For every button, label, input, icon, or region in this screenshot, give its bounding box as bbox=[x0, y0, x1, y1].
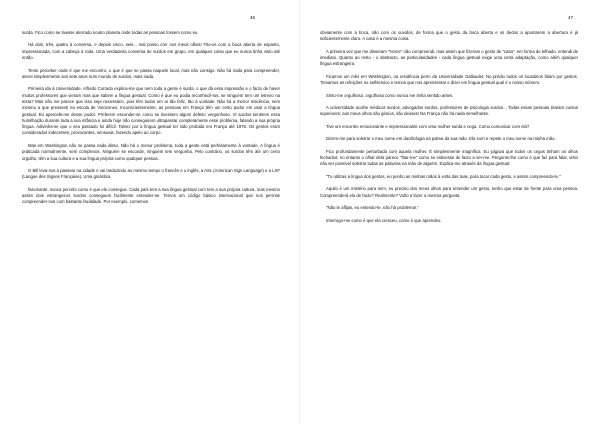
paragraph: A primeira vez que me disseram "Home" não compreendi, mas assim que fizeram o gesto de "casa", em forma de telhado, entendi de imediato. Quanto ao resto - o abstracto, as particularidades - cada língua gestual exige uma certa adaptação, como além qualquer língua estrangeira. bbox=[320, 48, 578, 67]
paragraph: Mas em Washington não se passa nada disso. Não há o menor problema, toda a gente está perfeitamente à vontade. A língua é praticada normalmente, sem complexos. Ninguém se esconde, ninguém tem vergonha. Pelo contrário, os surdos têm até um certo orgulho, têm a sua cultura e a sua língua própria como qualquer pessoa. bbox=[22, 142, 280, 161]
paragraph: Fico profundamente perturbada com aquela mulher. É simplesmente magnífica. Eu julgava que todos os cegos tinham os olhos fechados; no entanto o olhar dela parece "fitar-me" como se estivesse de facto a ver-me. Pergunto-lhe como é que faz para falar, visto não ser possível soletrar todas as palavras na mão de alguém. Explica-me através da língua gestual: bbox=[320, 148, 578, 167]
gutter-divider bbox=[299, 0, 300, 424]
paragraph: surda. Fico como se tivesse aterrado noutro planeta onde todas as pessoas fossem como eu. bbox=[22, 30, 199, 35]
paragraph: "Não te aflijas, eu entendo-te, não há problema!." bbox=[326, 205, 419, 211]
paragraph: Tento perceber onde é que me encontro, o que é que se passa naquele local, mas não consigo. Não há nada para compreender, aterei simplesmente aos sete anos num mundo de surdos, mais nada. bbox=[22, 67, 280, 79]
paragraph: Interrogo-me como é que ela cresceu, como é que aprendeu. bbox=[326, 217, 442, 223]
paragraph: obviamente com a boca, não com os ouvidos, de forma que o gesto da boca aberta e os dedos a apontarem a abertura é já suficientemente claro. A casa é a mesma coisa. bbox=[320, 30, 578, 42]
page-body bbox=[22, 30, 280, 212]
page-body bbox=[320, 30, 578, 230]
paragraph: Dizem-me para soletrar o meu nome em dactilologia na palma da sua mão. Ela sorri e repete o meu nome na minha mão. bbox=[326, 136, 556, 142]
paragraph: Há dois, três, quatro à conversa, e depois cinco, seis... mal posso crer nos meus olhos! Fito-os com a boca aberta de espanto, impressionada, com a cabeça à roda. Uma verdadeira conversa de surdos em grupo, em qualquer coisa que eu nunca tinha visto até então. bbox=[22, 42, 280, 61]
right-page bbox=[320, 0, 578, 424]
paragraph: fascinante; nunca percebi como é que ele consegue. Cada país tem a sua língua gestual com tem a sua própria cultura, mas mesmo assim dois estrangeiros surdos conseguem facilmente entender-se. Temos um código básico internacional que nos permite compreender-nos com bastante facilidade. Por exemplo, comemos bbox=[22, 186, 280, 205]
paragraph: Ficamos um mês em Washington, na residência perto da Universidade Gallaudet. No prédio todos os locatários falam por gestos. Tomamos as refeições no selfservice e temos que nos aprensentar e dizer em língua gestual qual é o nosso número. bbox=[320, 73, 578, 86]
page-number: 46 bbox=[250, 15, 256, 20]
paragraph: O Bill leva-nos a passear na cidade e vai traduzindo ao mesmo tempo o francês e o inglês, a ASL (American Sign Language) e a LSF (Langue des Signes Française). Uma ginástica bbox=[22, 167, 280, 180]
paragraph: Primeira ida à Universidade. Alfredo Corrado explica-me que nem toda a gente é surda, o que dá essa impressão e o facto de haver muitos professores que vieram mas que sabem a língua gestual. Como é que eu podia reconhecê-los, se ninguém tem um letreiro na testa? Mas não me parece que isso seja necessário, pois têm todos um ar tão feliz, tão à vontade. Não há a menor reticência, nem mesmo a que pressenti na escola de Vincennes. Inconscientemente, as pessoas em França têm um certo pudor em usar a língua gestual. Eu apercebi-me desse pudor. Preferem esconder-se como se tivessem algum defeito vergonhoso. Vi surdos sentirem essa humilhação durante toda a sua infância e ainda hoje não conseguirem ultrapassar completamente esse problema, falando a sua própria língua. Adivinha-se que o seu passado foi difícil. Talvez por a língua gestual ter sido proibida em França até 1976. Os gestos eram considerados indecentes, provocantes, sensuais, fazendo apelo ao corpo. bbox=[22, 86, 280, 136]
paragraph: Tive um encontro emocionante e impressionante com uma mulher surda e cega. Como comunicar com ela? bbox=[326, 123, 530, 129]
paragraph: A universidade acolhe médicos surdos, advogados surdos, professores de psicologia surdos... Todas essas pessoas tiraram cursos superiores; aos meus olhos são génios, são deuses! Na França não há nada semelhante. bbox=[320, 105, 578, 117]
paragraph: Sinto-me orgulhosa, orgulhosa como nunca me tinha sentido antes. bbox=[326, 92, 454, 98]
paragraph: "Tu utilizas a língua dos gestos, eu ponho as minhas mãos à volta das tuas, para tocar cada gesto, e assim compreendo-te." bbox=[326, 173, 561, 179]
paragraph: Aquilo é um mistério para mim; eu preciso dos meus olhos para entender um gesto, tenho que estar de frente para uma pessoa. Compreenderá ela de facto? Realmente? Volto a fazer a mesma pergunta. bbox=[320, 186, 578, 198]
left-page bbox=[22, 0, 280, 424]
page-number: 47 bbox=[568, 15, 574, 20]
